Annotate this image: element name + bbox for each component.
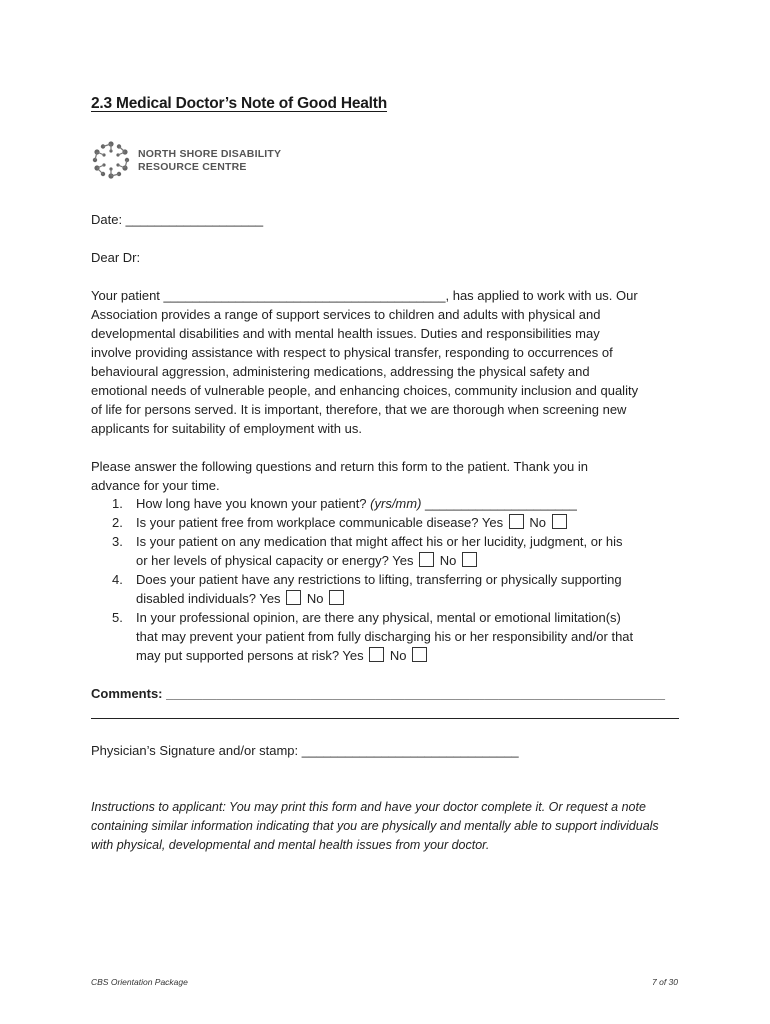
logo-emblem-icon — [90, 139, 132, 181]
question-text: Is your patient free from workplace communicable disease? Yes — [136, 515, 504, 530]
no-label: No — [439, 553, 457, 568]
question-text: Is your patient on any medication that might affect his or her lucidity, judgment, or his — [136, 534, 623, 549]
yes-checkbox[interactable] — [369, 647, 384, 662]
question-2 — [91, 513, 681, 532]
question-4 — [91, 570, 681, 608]
paragraph-line: behavioural aggression, administering medications, addressing the physical safety and — [91, 364, 590, 379]
question-1 — [91, 494, 681, 513]
paragraph-line: emotional needs of vulnerable people, and enhancing choices, community inclusion and quality — [91, 383, 639, 398]
question-text: Does your patient have any restrictions to lifting, transferring or physically supporting — [136, 572, 622, 587]
answer-blank: _____________________ — [421, 496, 577, 511]
question-number: 4. — [112, 572, 123, 587]
applicant-instructions: Instructions to applicant: You may print this form and have your doctor complete it. Or request a note containing similar information indicating that you are physically and mentally able to support individuals with physical, developmental and mental health issues from your doctor. — [91, 800, 659, 852]
comments-field[interactable]: Comments: _____________________________________________________________________ — [91, 686, 665, 701]
question-number: 1. — [112, 496, 123, 511]
paragraph-line: Your patient _______________________________________, has applied to work with us. Our — [91, 288, 638, 303]
date-field: Date: ___________________ — [91, 212, 264, 227]
question-text: In your professional opinion, are there any physical, mental or emotional limitation(s) — [136, 610, 621, 625]
question-text: or her levels of physical capacity or energy? Yes — [136, 553, 414, 568]
page-title: 2.3 Medical Doctor’s Note of Good Health — [91, 95, 388, 112]
question-unit: (yrs/mm) — [370, 496, 422, 511]
question-number: 3. — [112, 534, 123, 549]
paragraph-line: developmental disabilities and with mental health issues. Duties and responsibilities may — [91, 326, 600, 341]
intro-line: Please answer the following questions and return this form to the patient. Thank you in — [91, 459, 588, 474]
no-checkbox[interactable] — [462, 552, 477, 567]
no-checkbox[interactable] — [329, 590, 344, 605]
paragraph-line: of life for persons served. It is important, therefore, that we are thorough when screening new — [91, 402, 627, 417]
no-checkbox[interactable] — [412, 647, 427, 662]
greeting: Dear Dr: — [91, 250, 141, 265]
paragraph-line: involve providing assistance with respect to physical transfer, responding to occurrences of — [91, 345, 613, 360]
question-number: 2. — [112, 515, 123, 530]
question-text: disabled individuals? Yes — [136, 591, 281, 606]
intro-paragraph — [91, 286, 679, 438]
footer-page-number: 7 of 30 — [652, 977, 678, 987]
comments-extra-line — [91, 718, 679, 719]
organization-logo — [90, 139, 330, 181]
logo-line-1: NORTH SHORE DISABILITY — [138, 148, 282, 160]
yes-checkbox[interactable] — [509, 514, 524, 529]
no-checkbox[interactable] — [552, 514, 567, 529]
yes-checkbox[interactable] — [419, 552, 434, 567]
questions-intro — [91, 457, 679, 495]
logo-line-2: RESOURCE CENTRE — [138, 160, 247, 173]
physician-signature-field[interactable]: Physician’s Signature and/or stamp: ______________________________ — [91, 743, 519, 758]
question-text: may put supported persons at risk? Yes — [136, 648, 364, 663]
question-text: How long have you known your patient? — [136, 496, 371, 511]
question-number: 5. — [112, 610, 123, 625]
paragraph-line: applicants for suitability of employment with us. — [91, 421, 362, 436]
question-5 — [91, 608, 681, 665]
question-3 — [91, 532, 681, 570]
paragraph-line: Association provides a range of support services to children and adults with physical and — [91, 307, 601, 322]
intro-line: advance for your time. — [91, 478, 220, 493]
question-text: that may prevent your patient from fully discharging his or her responsibility and/or that — [136, 629, 634, 644]
logo-text — [138, 148, 281, 173]
no-label: No — [306, 591, 324, 606]
question-list — [91, 494, 681, 665]
no-label: No — [389, 648, 407, 663]
yes-checkbox[interactable] — [286, 590, 301, 605]
footer-package-name: CBS Orientation Package — [91, 977, 188, 987]
no-label: No — [529, 515, 546, 530]
